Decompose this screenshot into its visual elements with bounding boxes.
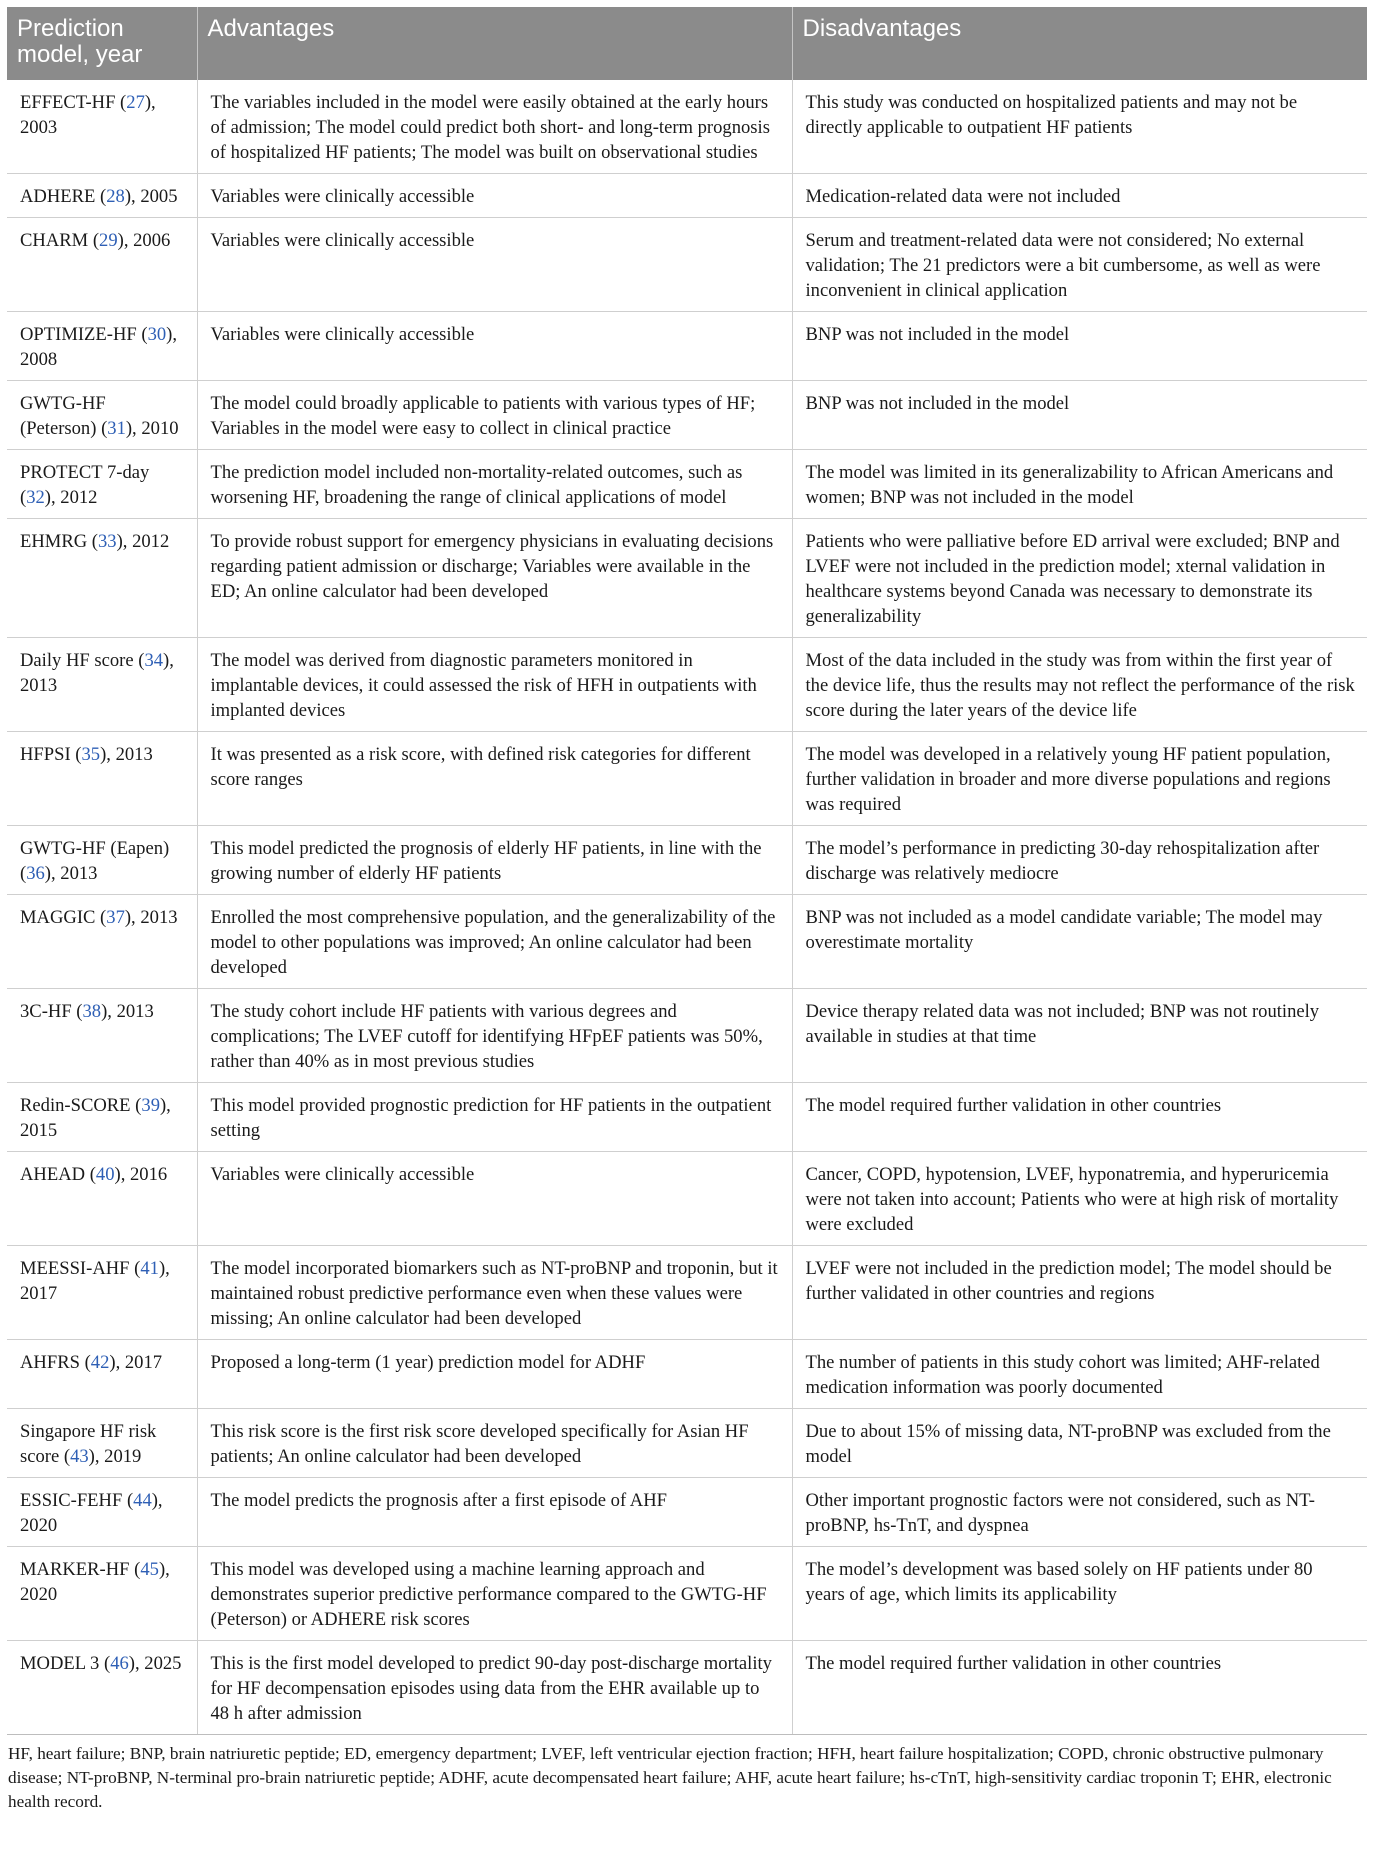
model-year: ), 2006 (117, 230, 171, 251)
reference-link[interactable]: 44 (133, 1490, 152, 1511)
cell-disadvantages: Device therapy related data was not included; BNP was not routinely available in studies at that time (792, 989, 1367, 1083)
table-row (7, 1409, 1367, 1478)
table-row (7, 1246, 1367, 1340)
model-year: ), 2015 (20, 1095, 171, 1141)
model-name: MARKER-HF ( (20, 1559, 141, 1580)
cell-advantages: The model could broadly applicable to patients with various types of HF; Variables in the model were easy to collect in clinical practice (197, 381, 792, 450)
cell-model (7, 174, 197, 218)
reference-link[interactable]: 30 (147, 324, 167, 345)
cell-disadvantages: The model required further validation in other countries (792, 1083, 1367, 1152)
cell-advantages: This risk score is the first risk score developed specifically for Asian HF patients; An online calculator had been developed (197, 1409, 792, 1478)
model-year: ), 2013 (20, 650, 174, 696)
cell-advantages: Variables were clinically accessible (197, 174, 792, 218)
reference-link[interactable]: 36 (26, 863, 45, 884)
model-name: EFFECT-HF ( (20, 92, 127, 113)
cell-disadvantages: BNP was not included in the model (792, 312, 1367, 381)
table-row (7, 895, 1367, 989)
cell-disadvantages: Serum and treatment-related data were not considered; No external validation; The 21 predictors were a bit cumbersome, as well as were inconvenient in clinical application (792, 218, 1367, 312)
table-row (7, 381, 1367, 450)
header-advantages: Advantages (197, 7, 792, 80)
cell-advantages: Variables were clinically accessible (197, 218, 792, 312)
cell-disadvantages: Cancer, COPD, hypotension, LVEF, hyponatremia, and hyperuricemia were not taken into account; Patients who were at high risk of mortality were excluded (792, 1152, 1367, 1246)
cell-model (7, 1152, 197, 1246)
table-row (7, 312, 1367, 381)
model-name: MEESSI-AHF ( (20, 1258, 141, 1279)
model-name: Daily HF score ( (20, 650, 145, 671)
cell-advantages: The model was derived from diagnostic parameters monitored in implantable devices, it could assessed the risk of HFH in outpatients with implanted devices (197, 638, 792, 732)
cell-disadvantages: This study was conducted on hospitalized patients and may not be directly applicable to outpatient HF patients (792, 80, 1367, 174)
model-year: ), 2013 (100, 744, 153, 765)
model-name: CHARM ( (20, 230, 100, 251)
model-name: Singapore HF risk score ( (20, 1421, 157, 1467)
table-header (7, 7, 1367, 80)
cell-disadvantages: Patients who were palliative before ED arrival were excluded; BNP and LVEF were not included in the prediction model; xternal validation in healthcare systems beyond Canada was necessary to demonstrate its generalizability (792, 519, 1367, 638)
table-row (7, 80, 1367, 174)
model-name: 3C-HF ( (20, 1001, 83, 1022)
reference-link[interactable]: 43 (70, 1446, 89, 1467)
cell-model (7, 1641, 197, 1735)
reference-link[interactable]: 33 (98, 531, 117, 552)
model-year: ), 2017 (20, 1258, 170, 1304)
model-name: HFPSI ( (20, 744, 82, 765)
reference-link[interactable]: 38 (82, 1001, 102, 1022)
reference-link[interactable]: 29 (99, 230, 118, 251)
model-year: ), 2010 (125, 418, 179, 439)
model-year: ), 2020 (20, 1490, 163, 1536)
model-year: ), 2012 (116, 531, 170, 552)
reference-link[interactable]: 42 (90, 1352, 110, 1373)
model-name: Redin-SCORE ( (20, 1095, 142, 1116)
cell-model (7, 732, 197, 826)
model-name: ADHERE ( (20, 186, 107, 207)
model-year: ), 2012 (44, 487, 98, 508)
cell-model (7, 381, 197, 450)
cell-advantages: This model predicted the prognosis of elderly HF patients, in line with the growing number of elderly HF patients (197, 826, 792, 895)
cell-model (7, 519, 197, 638)
model-year: ), 2005 (124, 186, 178, 207)
model-name: MODEL 3 ( (20, 1653, 111, 1674)
cell-model (7, 218, 197, 312)
model-name: AHEAD ( (20, 1164, 96, 1185)
cell-disadvantages: Medication-related data were not included (792, 174, 1367, 218)
model-name: PROTECT 7-day ( (20, 462, 150, 508)
table-row (7, 638, 1367, 732)
reference-link[interactable]: 46 (110, 1653, 129, 1674)
cell-advantages: The variables included in the model were easily obtained at the early hours of admission; The model could predict both short- and long-term prognosis of hospitalized HF patients; The model was built on observational studies (197, 80, 792, 174)
cell-advantages: The model predicts the prognosis after a first episode of AHF (197, 1478, 792, 1547)
table-row (7, 218, 1367, 312)
model-year: ), 2020 (20, 1559, 170, 1605)
table-row (7, 732, 1367, 826)
table-header-row (7, 7, 1367, 80)
reference-link[interactable]: 40 (95, 1164, 115, 1185)
cell-advantages: This is the first model developed to predict 90-day post-discharge mortality for HF decompensation episodes using data from the EHR available up to 48 h after admission (197, 1641, 792, 1735)
cell-disadvantages: Other important prognostic factors were not considered, such as NT-proBNP, hs-TnT, and dyspnea (792, 1478, 1367, 1547)
cell-model (7, 80, 197, 174)
model-name: EHMRG ( (20, 531, 98, 552)
cell-disadvantages: The model required further validation in other countries (792, 1641, 1367, 1735)
cell-model (7, 989, 197, 1083)
model-name: GWTG-HF (Eapen) ( (20, 838, 170, 884)
cell-disadvantages: The model was limited in its generalizability to African Americans and women; BNP was not included in the model (792, 450, 1367, 519)
reference-link[interactable]: 37 (106, 907, 125, 928)
table-row (7, 1340, 1367, 1409)
model-year: ), 2013 (101, 1001, 154, 1022)
model-year: ), 2013 (44, 863, 98, 884)
reference-link[interactable]: 45 (140, 1559, 159, 1580)
cell-disadvantages: BNP was not included in the model (792, 381, 1367, 450)
header-prediction-model: Prediction model, year (7, 7, 197, 80)
model-name: ESSIC-FEHF ( (20, 1490, 134, 1511)
prediction-models-table (7, 7, 1367, 1735)
cell-model (7, 1409, 197, 1478)
cell-advantages: It was presented as a risk score, with defined risk categories for different score ranges (197, 732, 792, 826)
model-name: MAGGIC ( (20, 907, 107, 928)
model-year: ), 2016 (114, 1164, 168, 1185)
cell-model (7, 1478, 197, 1547)
cell-advantages: The prediction model included non-mortality-related outcomes, such as worsening HF, broadening the range of clinical applications of model (197, 450, 792, 519)
cell-advantages: This model provided prognostic prediction for HF patients in the outpatient setting (197, 1083, 792, 1152)
cell-advantages: Enrolled the most comprehensive population, and the generalizability of the model to other populations was improved; An online calculator had been developed (197, 895, 792, 989)
cell-disadvantages: BNP was not included as a model candidate variable; The model may overestimate mortality (792, 895, 1367, 989)
cell-advantages: The study cohort include HF patients with various degrees and complications; The LVEF cutoff for identifying HFpEF patients was 50%, rather than 40% as in most previous studies (197, 989, 792, 1083)
cell-model (7, 450, 197, 519)
cell-model (7, 895, 197, 989)
table-row (7, 1478, 1367, 1547)
table-row (7, 450, 1367, 519)
reference-link[interactable]: 31 (107, 418, 126, 439)
table-row (7, 519, 1367, 638)
cell-model (7, 1340, 197, 1409)
cell-advantages: Variables were clinically accessible (197, 312, 792, 381)
model-name: OPTIMIZE-HF ( (20, 324, 148, 345)
cell-disadvantages: The model was developed in a relatively young HF patient population, further validation in broader and more diverse populations and regions was required (792, 732, 1367, 826)
reference-link[interactable]: 34 (144, 650, 164, 671)
cell-disadvantages: Due to about 15% of missing data, NT-proBNP was excluded from the model (792, 1409, 1367, 1478)
table-row (7, 1083, 1367, 1152)
reference-link[interactable]: 27 (126, 92, 145, 113)
table-body (7, 80, 1367, 1735)
reference-link[interactable]: 41 (140, 1258, 159, 1279)
reference-link[interactable]: 32 (26, 487, 45, 508)
cell-disadvantages: LVEF were not included in the prediction model; The model should be further validated in other countries and regions (792, 1246, 1367, 1340)
cell-advantages: Proposed a long-term (1 year) prediction model for ADHF (197, 1340, 792, 1409)
model-year: ), 2019 (88, 1446, 142, 1467)
table-row (7, 174, 1367, 218)
reference-link[interactable]: 39 (141, 1095, 160, 1116)
cell-model (7, 826, 197, 895)
model-name: GWTG-HF (Peterson) ( (20, 393, 108, 439)
model-name: AHFRS ( (20, 1352, 91, 1373)
table-row (7, 1547, 1367, 1641)
cell-model (7, 1547, 197, 1641)
table-row (7, 826, 1367, 895)
table-footnote: HF, heart failure; BNP, brain natriuretic peptide; ED, emergency department; LVEF, left ventricular ejection fraction; HFH, heart failure hospitalization; COPD, chronic obstructive pulmonary disease; NT-proBNP, N-terminal pro-brain natriuretic peptide; ADHF, acute decompensated heart failure; AHF, acute heart failure; hs-cTnT, high-sensitivity cardiac troponin T; EHR, electronic health record. (8, 1744, 1332, 1811)
header-disadvantages: Disadvantages (792, 7, 1367, 80)
cell-disadvantages: The number of patients in this study cohort was limited; AHF-related medication information was poorly documented (792, 1340, 1367, 1409)
cell-advantages: This model was developed using a machine learning approach and demonstrates superior predictive performance compared to the GWTG-HF (Peterson) or ADHERE risk scores (197, 1547, 792, 1641)
cell-model (7, 1083, 197, 1152)
cell-disadvantages: The model’s development was based solely on HF patients under 80 years of age, which limits its applicability (792, 1547, 1367, 1641)
reference-link[interactable]: 35 (81, 744, 101, 765)
table-row (7, 1152, 1367, 1246)
table-row (7, 1641, 1367, 1735)
model-year: ), 2003 (20, 92, 156, 138)
table-row (7, 989, 1367, 1083)
cell-model (7, 1246, 197, 1340)
cell-advantages: Variables were clinically accessible (197, 1152, 792, 1246)
cell-advantages: To provide robust support for emergency physicians in evaluating decisions regarding patient admission or discharge; Variables were available in the ED; An online calculator had been developed (197, 519, 792, 638)
cell-disadvantages: Most of the data included in the study was from within the first year of the device life, thus the results may not reflect the performance of the risk score during the later years of the device life (792, 638, 1367, 732)
model-year: ), 2008 (20, 324, 177, 370)
reference-link[interactable]: 28 (106, 186, 125, 207)
cell-disadvantages: The model’s performance in predicting 30-day rehospitalization after discharge was relatively mediocre (792, 826, 1367, 895)
model-year: ), 2017 (109, 1352, 163, 1373)
cell-advantages: The model incorporated biomarkers such as NT-proBNP and troponin, but it maintained robust predictive performance even when these values were missing; An online calculator had been developed (197, 1246, 792, 1340)
model-year: ), 2013 (124, 907, 178, 928)
cell-model (7, 312, 197, 381)
model-year: ), 2025 (128, 1653, 182, 1674)
cell-model (7, 638, 197, 732)
